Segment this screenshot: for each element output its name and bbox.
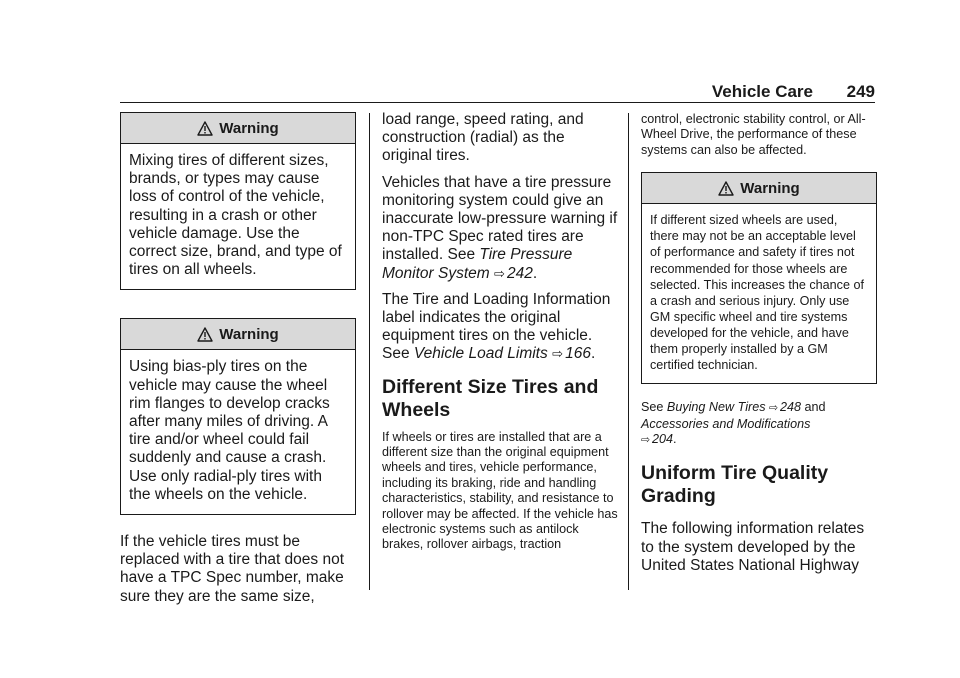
page-arrow-icon: ⇨ (552, 346, 564, 362)
page-arrow-icon: ⇨ (769, 402, 778, 415)
body-paragraph: control, electronic stability control, or All-Wheel Drive, the performance of these systems can also be affected. (641, 112, 866, 157)
body-paragraph: load range, speed rating, and construction (radial) as the original tires. (382, 111, 584, 165)
section-heading: Uniform Tire Quality Grading (641, 462, 829, 508)
page-number: 249 (846, 82, 875, 101)
cross-reference-link[interactable]: Buying New Tires (666, 400, 766, 415)
punctuation: . (672, 431, 677, 446)
warning-triangle-icon (718, 181, 734, 196)
column-divider (369, 113, 370, 590)
warning-title: Warning (219, 119, 279, 137)
page-reference[interactable]: 242 (507, 264, 533, 282)
warning-box (120, 112, 356, 290)
column-2 (382, 111, 618, 553)
paragraph-text: and (804, 400, 826, 415)
body-paragraph (641, 400, 877, 448)
warning-text: Mixing tires of different sizes, brands, or types may cause loss of control of the vehicle, resulting in a crash or other vehicle damage. Use the correct size, brand, and type of tires on all wheels. (129, 152, 342, 279)
column-3 (641, 112, 877, 575)
body-paragraph (382, 291, 618, 364)
warning-triangle-icon (197, 327, 213, 342)
section-title: Vehicle Care (711, 82, 813, 101)
body-paragraph: The following information relates to the system developed by the United States National Highway (641, 520, 865, 574)
page-arrow-icon: ⇨ (493, 265, 506, 281)
warning-title: Warning (219, 325, 279, 343)
punctuation: . (590, 345, 596, 363)
page-arrow-icon: ⇨ (641, 433, 650, 446)
page-reference[interactable]: 204 (651, 431, 673, 446)
punctuation: . (532, 264, 538, 282)
paragraph-text: The Tire and Loading Information label indicates the original equipment tires on the vehicle. See (382, 290, 611, 363)
body-paragraph: If wheels or tires are installed that are a different size than the original equipment wheels and tires, vehicle performance, including its braking, ride and handling characteristics, stability, and resistance to rollover may be affected. If the vehicle has electronic systems such as antilock brakes, rollover airbags, traction (382, 429, 618, 552)
warning-title: Warning (740, 179, 800, 197)
warning-header (121, 319, 355, 350)
page-header (120, 80, 875, 103)
body-paragraph: If the vehicle tires must be replaced with a tire that does not have a TPC Spec number, make sure they are the same size, (120, 533, 345, 605)
warning-triangle-icon (197, 121, 213, 136)
warning-text: Using bias-ply tires on the vehicle may cause the wheel rim flanges to develop cracks after many miles of driving. A tire and/or wheel could fail suddenly and cause a crash. Use only radial-ply tires with the wheels on the vehicle. (129, 358, 330, 503)
body-paragraph (382, 174, 618, 283)
page-reference[interactable]: 166 (565, 345, 591, 363)
section-heading: Different Size Tires and Wheels (382, 375, 599, 421)
cross-reference-link[interactable]: Tire Pressure Monitor System (382, 246, 573, 282)
page-reference[interactable]: 248 (779, 400, 801, 415)
paragraph-text: See (641, 400, 664, 415)
cross-reference-link[interactable]: Vehicle Load Limits (413, 345, 548, 363)
column-divider (628, 113, 629, 590)
warning-box (120, 318, 356, 515)
cross-reference-link[interactable]: Accessories and Modifications (641, 416, 811, 431)
warning-box (641, 172, 877, 384)
warning-text: If different sized wheels are used, there may not be an acceptable level of performance and safety if tires not recommended for those wheels are selected. This increases the chance of a crash and serious injury. Only use GM specific wheel and tire systems developed for the vehicle, and have them properly installed by a GM certified technician. (650, 213, 864, 373)
warning-header (121, 113, 355, 144)
paragraph-text: Vehicles that have a tire pressure monitoring system could give an inaccurate low-pressure warning if non-TPC Spec rated tires are installed. See (382, 173, 618, 264)
column-1 (120, 112, 356, 606)
warning-header (642, 173, 876, 204)
